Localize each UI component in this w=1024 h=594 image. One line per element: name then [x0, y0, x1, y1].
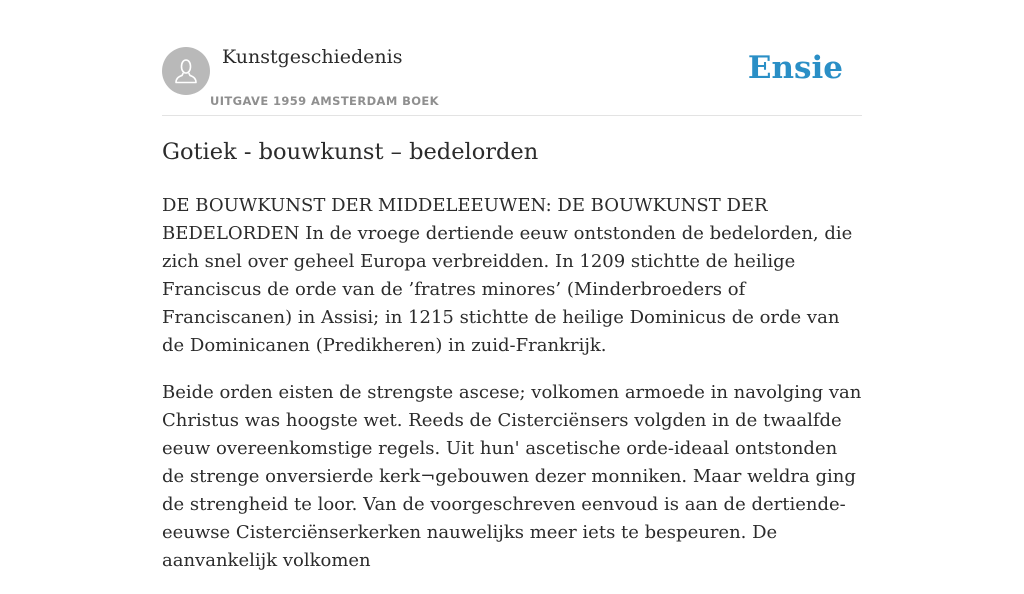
ensie-logo[interactable]: Ensie [747, 50, 843, 86]
paragraph: DE BOUWKUNST DER MIDDELEEUWEN: DE BOUWKUNST DER BEDELORDEN In de vroege dertiende eeuw ontstonden de bedelorden, die zich snel over geheel Europa verbreidden. In 1209 stichtte de heilige Franciscus de orde van de ’fratres minores’ (Minderbroeders of Franciscanen) in Assisi; in 1215 stichtte de heilige Dominicus de orde van de Dominicanen (Predikheren) in zuid-Frankrijk. [162, 195, 853, 356]
paragraph: Beide orden eisten de strengste ascese; volkomen armoede in navolging van Christus was hoogste wet. Reeds de Cisterciënsers volgden in de twaalfde eeuw overeenkomstige regels. Uit hun' ascetische orde-ideaal ontstonden de strenge onversierde kerk¬gebouwen dezer monniken. Maar weldra ging de strengheid te loor. Van de voorgeschreven eenvoud is aan de dertiende-eeuwse Cisterciënserkerken nauwelijks meer iets te bespeuren. De aanvankelijk volkomen [162, 382, 862, 571]
author-name[interactable]: Kunstgeschiedenis [222, 46, 403, 68]
avatar[interactable] [162, 47, 210, 95]
article-body [162, 192, 862, 594]
header [162, 0, 862, 116]
user-icon [173, 57, 199, 85]
article-title: Gotiek - bouwkunst – bedelorden [162, 139, 539, 165]
publication-meta: UITGAVE 1959 AMSTERDAM BOEK [210, 94, 439, 108]
